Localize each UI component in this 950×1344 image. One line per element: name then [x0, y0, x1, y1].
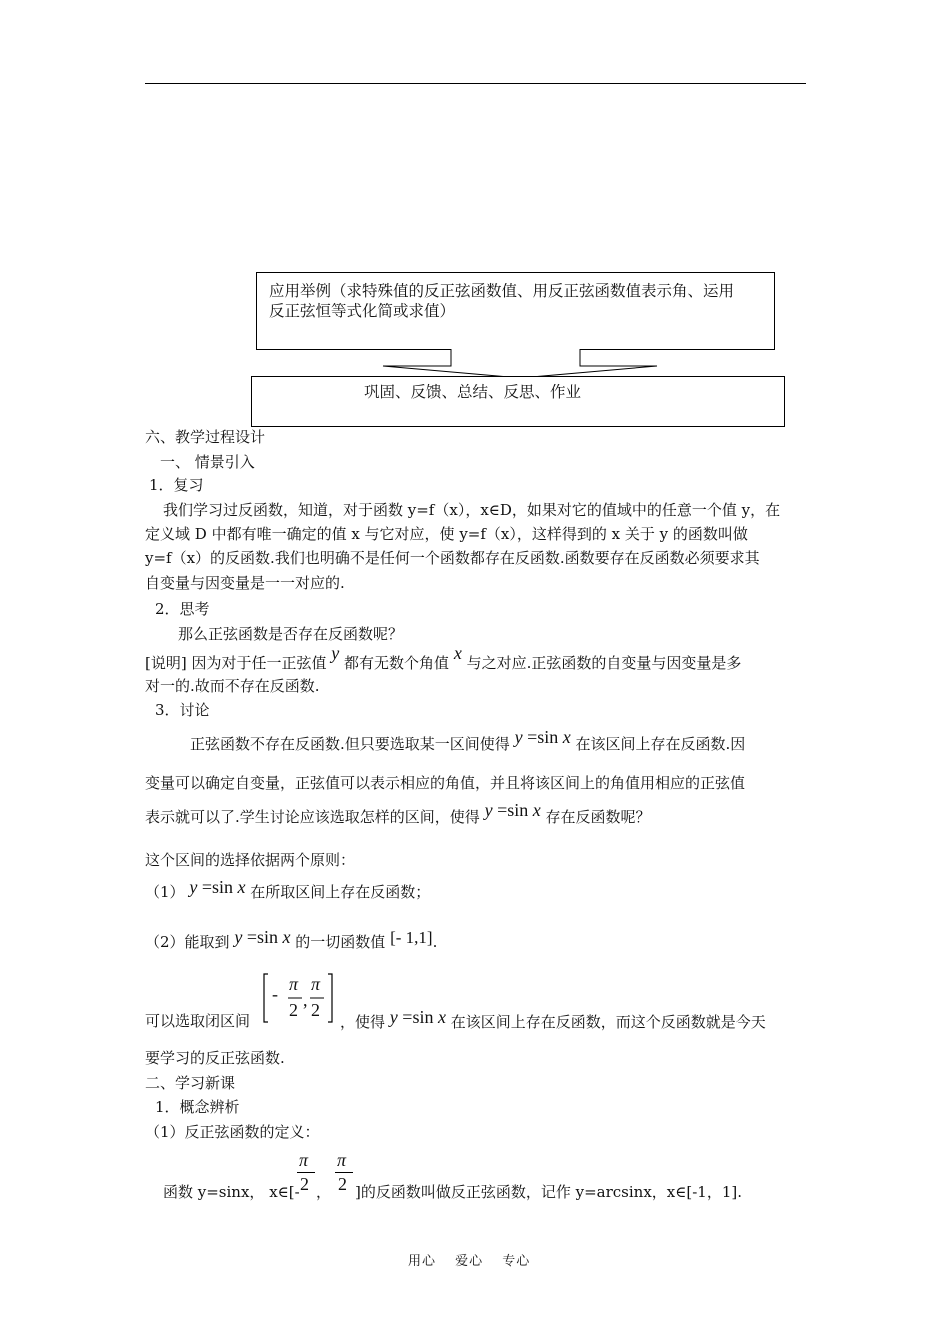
review-line-3: y=f（x）的反函数.我们也明确不是任何一个函数都存在反函数.函数要存在反函数必须要求其 — [145, 549, 760, 567]
fraction-bar — [335, 1172, 353, 1173]
explain-text-c: 与之对应.正弦函数的自变量与因变量是多 — [466, 654, 742, 672]
equation-y-sinx: y =sin x — [484, 800, 541, 820]
discussion-text-b: 在该区间上存在反函数.因 — [575, 735, 746, 753]
concept-heading: 1．概念辨析 — [155, 1098, 240, 1116]
principle-2-text-b: 的一切函数值 — [295, 933, 386, 951]
principle-1 — [145, 877, 431, 902]
definition-text-a: 函数 y=sinx， x∈[- — [163, 1183, 300, 1201]
part2-heading: 二、学习新课 — [145, 1074, 236, 1092]
think-question: 那么正弦函数是否存在反函数呢？ — [178, 625, 404, 643]
math-x: x — [453, 643, 462, 663]
math-pi: π — [289, 974, 299, 994]
review-line-1: 我们学习过反函数，知道，对于函数 y=f（x），x∈D，如果对它的值域中的任意一个值 y，在 — [163, 501, 781, 519]
discussion-text-3b: 存在反函数呢？ — [545, 808, 651, 826]
section-heading: 六、教学过程设计 — [145, 428, 266, 446]
principle-2-text-a: （2）能取到 — [145, 933, 230, 951]
discussion-line-2: 变量可以确定自变量，正弦值可以表示相应的角值，并且将该区间上的角值用相应的正弦值 — [145, 774, 746, 792]
math-pi: π — [311, 974, 321, 994]
header-rule — [145, 83, 806, 84]
flow-box-consolidate-text: 巩固、反馈、总结、反思、作业 — [364, 383, 582, 401]
math-pi: π — [337, 1150, 347, 1170]
choose-text-a: 可以选取闭区间 — [145, 1012, 251, 1030]
explain-text-a: [说明] 因为对于任一正弦值 — [145, 654, 327, 672]
principle-1-text: 在所取区间上存在反函数； — [250, 883, 431, 901]
choose-line-1 — [340, 1007, 766, 1032]
equation-y-sinx: y =sin x — [514, 727, 571, 747]
flow-box-application-line1: 应用举例（求特殊值的反正弦函数值、用反正弦函数值表示角、运用 — [269, 282, 735, 300]
explain-line-1 — [145, 643, 742, 673]
review-line-4: 自变量与因变量是一一对应的. — [145, 574, 345, 592]
choose-text-c: 在该区间上存在反函数，而这个反函数就是今天 — [450, 1013, 766, 1031]
principle-2: （2）能取到 y =sin x 的一切函数值 [- 1,1]. — [145, 927, 438, 951]
math-comma: , — [303, 990, 308, 1010]
definition-comma: ， — [316, 1183, 332, 1201]
explain-text-b: 都有无数个角值 — [344, 654, 450, 672]
math-two: 2 — [338, 1174, 347, 1194]
equation-y-sinx: y =sin x — [389, 1007, 446, 1027]
flow-box-application — [256, 272, 775, 350]
item1-heading: 1．复习 — [149, 476, 204, 494]
discussion-line-3 — [145, 800, 651, 827]
equation-y-sinx: y =sin x — [189, 877, 246, 897]
fraction-bar — [297, 1172, 315, 1173]
part1-heading: 一、 情景引入 — [160, 453, 255, 471]
page-footer: 用心 爱心 专心 — [408, 1254, 531, 1269]
flow-box-application-line2: 反正弦恒等式化简或求值） — [269, 302, 456, 320]
interval-minus-pi2-pi2 — [261, 970, 335, 1026]
equation-y-sinx: y =sin x — [234, 927, 291, 947]
choose-line-2: 要学习的反正弦函数. — [145, 1049, 285, 1067]
definition-heading: （1）反正弦函数的定义： — [145, 1123, 320, 1141]
math-two: 2 — [300, 1174, 309, 1194]
interval-minus1-1: [- 1,1] — [390, 928, 433, 947]
math-two: 2 — [289, 1000, 298, 1020]
discussion-text-3a: 表示就可以了.学生讨论应该选取怎样的区间，使得 — [145, 808, 480, 826]
principle-intro: 这个区间的选择依据两个原则： — [145, 851, 356, 869]
math-minus: - — [272, 984, 278, 1004]
definition-text-b: ]的反函数叫做反正弦函数，记作 y=arcsinx，x∈[-1，1]. — [355, 1183, 742, 1201]
math-pi: π — [299, 1150, 309, 1170]
principle-1-number: （1） — [145, 883, 185, 901]
item3-heading: 3．讨论 — [155, 701, 210, 719]
item2-heading: 2．思考 — [155, 600, 210, 618]
math-y: y — [331, 643, 340, 663]
flow-box-consolidate — [251, 376, 785, 427]
discussion-line-1 — [190, 727, 746, 754]
choose-text-b: ，使得 — [340, 1013, 386, 1031]
explain-line-2: 对一的.故而不存在反函数. — [145, 677, 320, 695]
review-line-2: 定义域 D 中都有唯一确定的值 x 与它对应，使 y=f（x），这样得到的 x 关于 y 的函数叫做 — [145, 525, 748, 543]
math-two: 2 — [311, 1000, 320, 1020]
discussion-text-a: 正弦函数不存在反函数.但只要选取某一区间使得 — [190, 735, 510, 753]
